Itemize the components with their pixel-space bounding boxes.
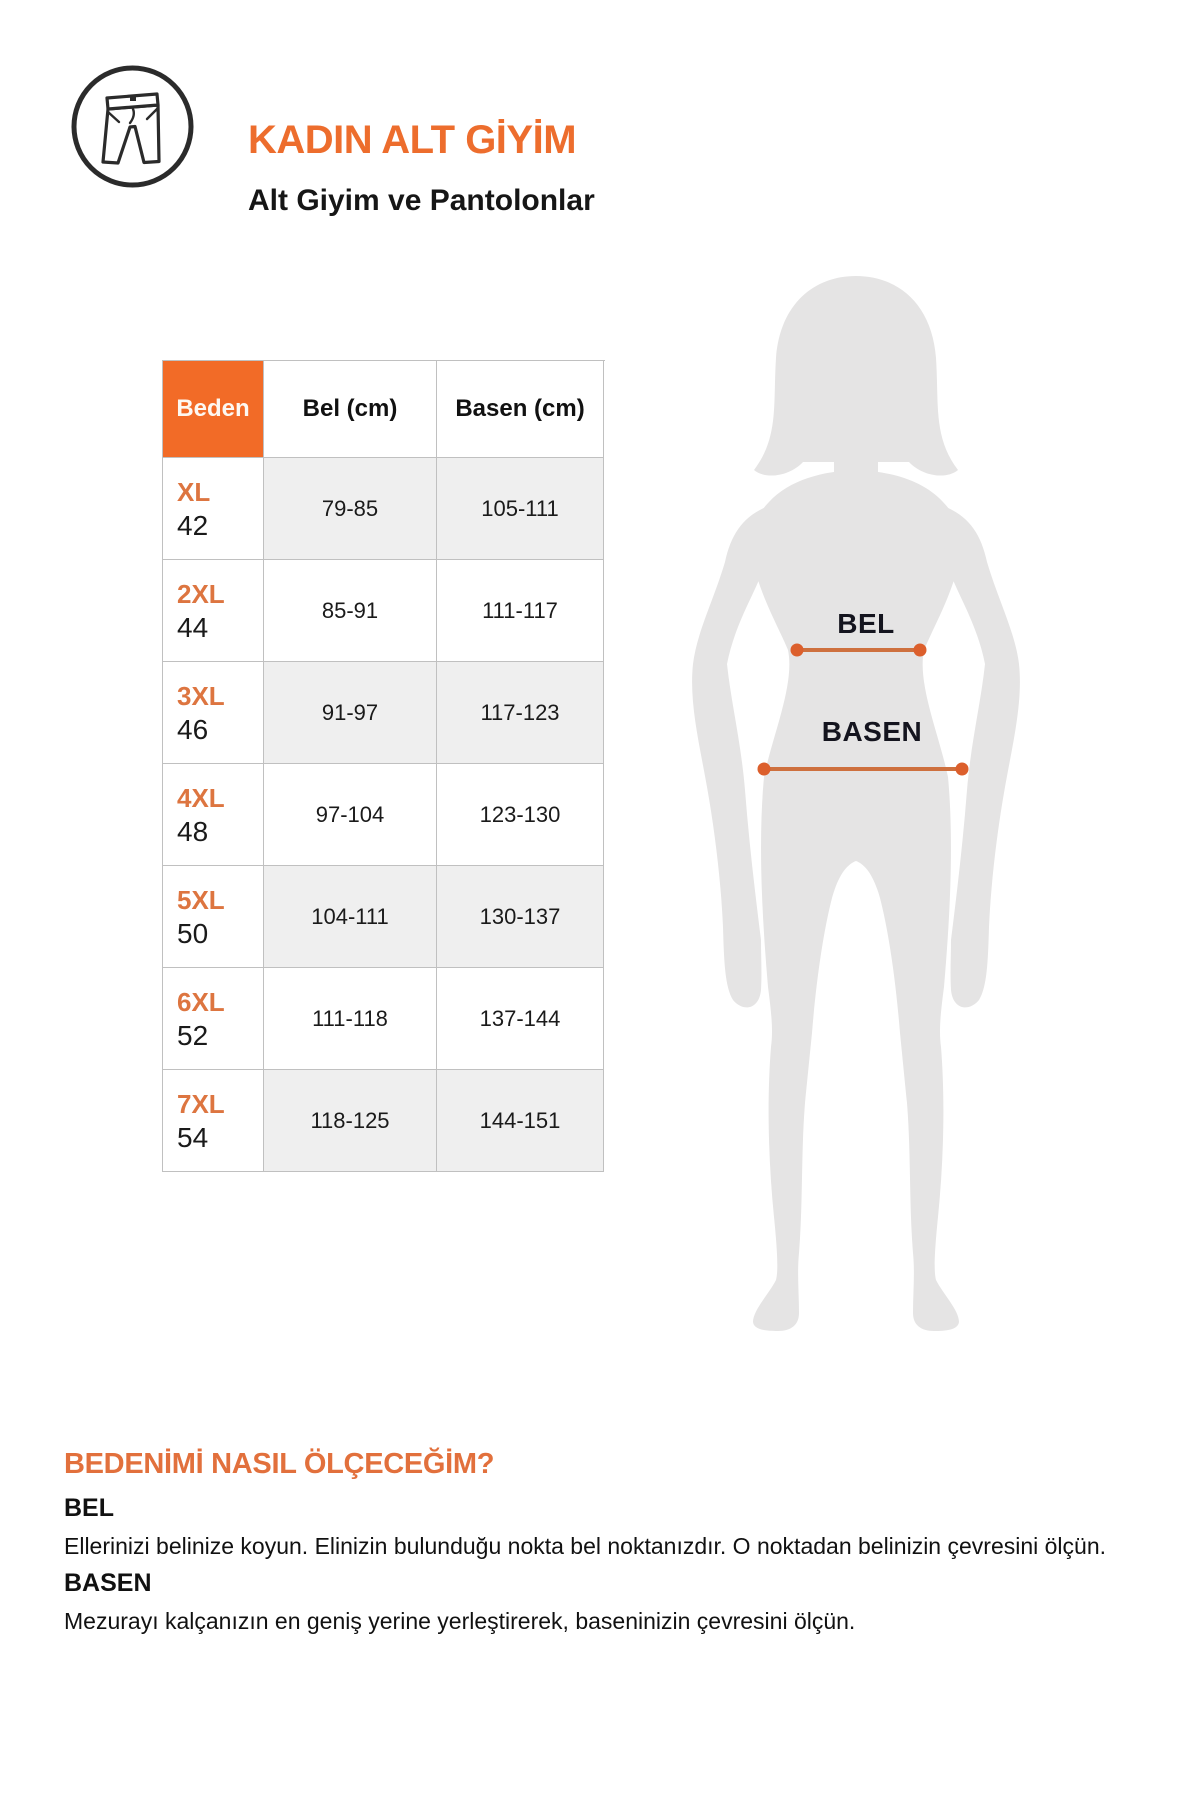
basen-figure-label: BASEN <box>821 716 923 747</box>
table-row-size <box>163 1070 264 1172</box>
pants-icon <box>69 63 196 190</box>
bel-figure-label: BEL <box>837 608 895 639</box>
column-header-bel: Bel (cm) <box>264 361 437 458</box>
table-row-size <box>163 560 264 662</box>
size-code: 4XL <box>177 782 225 813</box>
size-table <box>162 360 605 1172</box>
size-number: 48 <box>177 815 209 847</box>
size-number: 46 <box>177 713 209 745</box>
size-number: 42 <box>177 509 209 541</box>
bel-value: 104-111 <box>264 866 437 968</box>
basen-value: 117-123 <box>437 662 604 764</box>
bel-value: 118-125 <box>264 1070 437 1172</box>
page-title: KADIN ALT GİYİM <box>248 118 577 162</box>
how-to-measure-section <box>64 1448 1156 1644</box>
size-code: 7XL <box>177 1088 225 1119</box>
size-code: 5XL <box>177 884 225 915</box>
size-code: 2XL <box>177 578 225 609</box>
how-to-heading: BEDENİMİ NASIL ÖLÇECEĞİM? <box>64 1448 495 1480</box>
size-code: 3XL <box>177 680 225 711</box>
basen-instruction-label: BASEN <box>64 1569 152 1597</box>
size-number: 52 <box>177 1019 209 1051</box>
bel-value: 97-104 <box>264 764 437 866</box>
bel-value: 85-91 <box>264 560 437 662</box>
basen-value: 130-137 <box>437 866 604 968</box>
body-silhouette <box>681 272 1041 1332</box>
basen-value: 105-111 <box>437 458 604 560</box>
size-number: 54 <box>177 1121 209 1153</box>
basen-instruction-text: Mezurayı kalçanızın en geniş yerine yerleştirerek, baseninizin çevresini ölçün. <box>64 1608 856 1634</box>
basen-value: 123-130 <box>437 764 604 866</box>
basen-value: 111-117 <box>437 560 604 662</box>
basen-value: 144-151 <box>437 1070 604 1172</box>
size-number: 44 <box>177 611 209 643</box>
table-row-size <box>163 968 264 1070</box>
size-code: 6XL <box>177 986 225 1017</box>
bel-instruction-label: BEL <box>64 1494 114 1522</box>
table-row-size <box>163 662 264 764</box>
column-header-beden: Beden <box>163 361 264 458</box>
table-row-size <box>163 764 264 866</box>
bel-value: 91-97 <box>264 662 437 764</box>
table-row-size <box>163 866 264 968</box>
bel-value: 111-118 <box>264 968 437 1070</box>
page-subtitle: Alt Giyim ve Pantolonlar <box>248 184 595 217</box>
size-number: 50 <box>177 917 209 949</box>
bel-value: 79-85 <box>264 458 437 560</box>
bel-instruction-text: Ellerinizi belinize koyun. Elinizin bulunduğu nokta bel noktanızdır. O noktadan belinizin çevresini ölçün. <box>64 1533 1107 1559</box>
basen-value: 137-144 <box>437 968 604 1070</box>
size-code: XL <box>177 476 211 507</box>
column-header-basen: Basen (cm) <box>437 361 604 458</box>
table-row-size <box>163 458 264 560</box>
